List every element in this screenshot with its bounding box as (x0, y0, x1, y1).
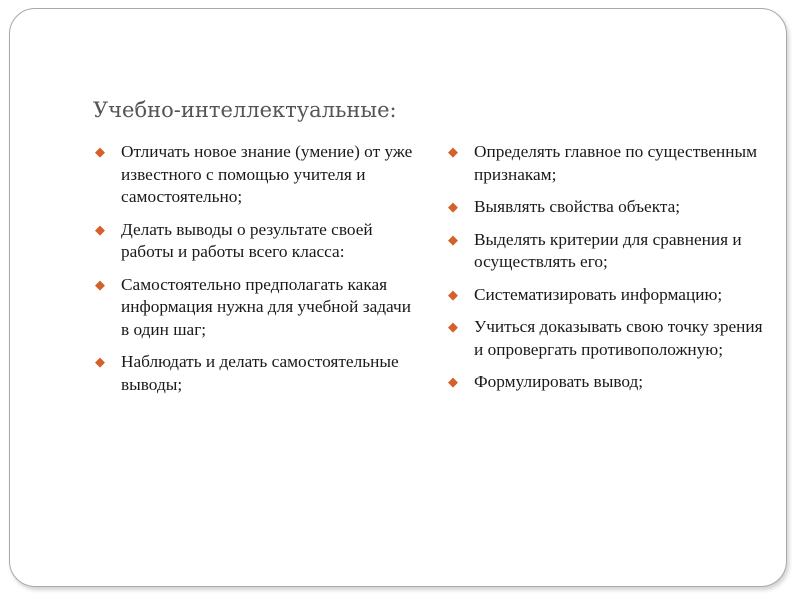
diamond-bullet-icon: ◆ (448, 199, 458, 214)
diamond-bullet-icon: ◆ (95, 276, 105, 292)
right-bullet-list (448, 141, 768, 404)
diamond-bullet-icon: ◆ (448, 374, 458, 389)
diamond-bullet-icon: ◆ (448, 231, 458, 247)
slide-title: Учебно-интеллектуальные: (93, 98, 397, 122)
diamond-bullet-icon: ◆ (448, 144, 458, 159)
list-item (448, 196, 768, 219)
diamond-bullet-icon: ◆ (448, 319, 458, 334)
list-item (448, 229, 768, 274)
diamond-bullet-icon: ◆ (95, 354, 105, 369)
list-item-text: Самостоятельно предполагать какая информация нужна для учебной задачи в один шаг; (121, 274, 411, 339)
list-item-text: Формулировать вывод; (474, 372, 644, 391)
list-item-text: Определять главное по существенным признакам; (474, 142, 758, 184)
list-item-text: Систематизировать информацию; (474, 284, 723, 304)
list-item (448, 284, 768, 307)
list-item (448, 141, 768, 186)
list-item-text: Наблюдать и делать самостоятельные выводы; (121, 352, 399, 394)
list-item-text: Учиться доказывать свою точку зрения и опровергать противоположную; (474, 317, 763, 359)
list-item (448, 316, 768, 361)
list-item-text: Выявлять свойства объекта; (474, 197, 681, 216)
list-item-text: Отличать новое знание (умение) от уже известного с помощью учителя и самостоятельно; (121, 142, 413, 206)
list-item (95, 219, 415, 264)
list-item-text: Делать выводы о результате своей работы и работы всего класса: (121, 219, 373, 261)
list-item (448, 371, 768, 394)
list-item (95, 351, 415, 396)
diamond-bullet-icon: ◆ (95, 221, 105, 237)
slide-frame (9, 8, 787, 587)
diamond-bullet-icon: ◆ (95, 144, 105, 159)
list-item (95, 141, 415, 209)
list-item-text: Выделять критерии для сравнения и осуществлять его; (474, 229, 742, 271)
left-bullet-list (95, 141, 415, 406)
list-item (95, 274, 415, 342)
diamond-bullet-icon: ◆ (448, 286, 458, 302)
